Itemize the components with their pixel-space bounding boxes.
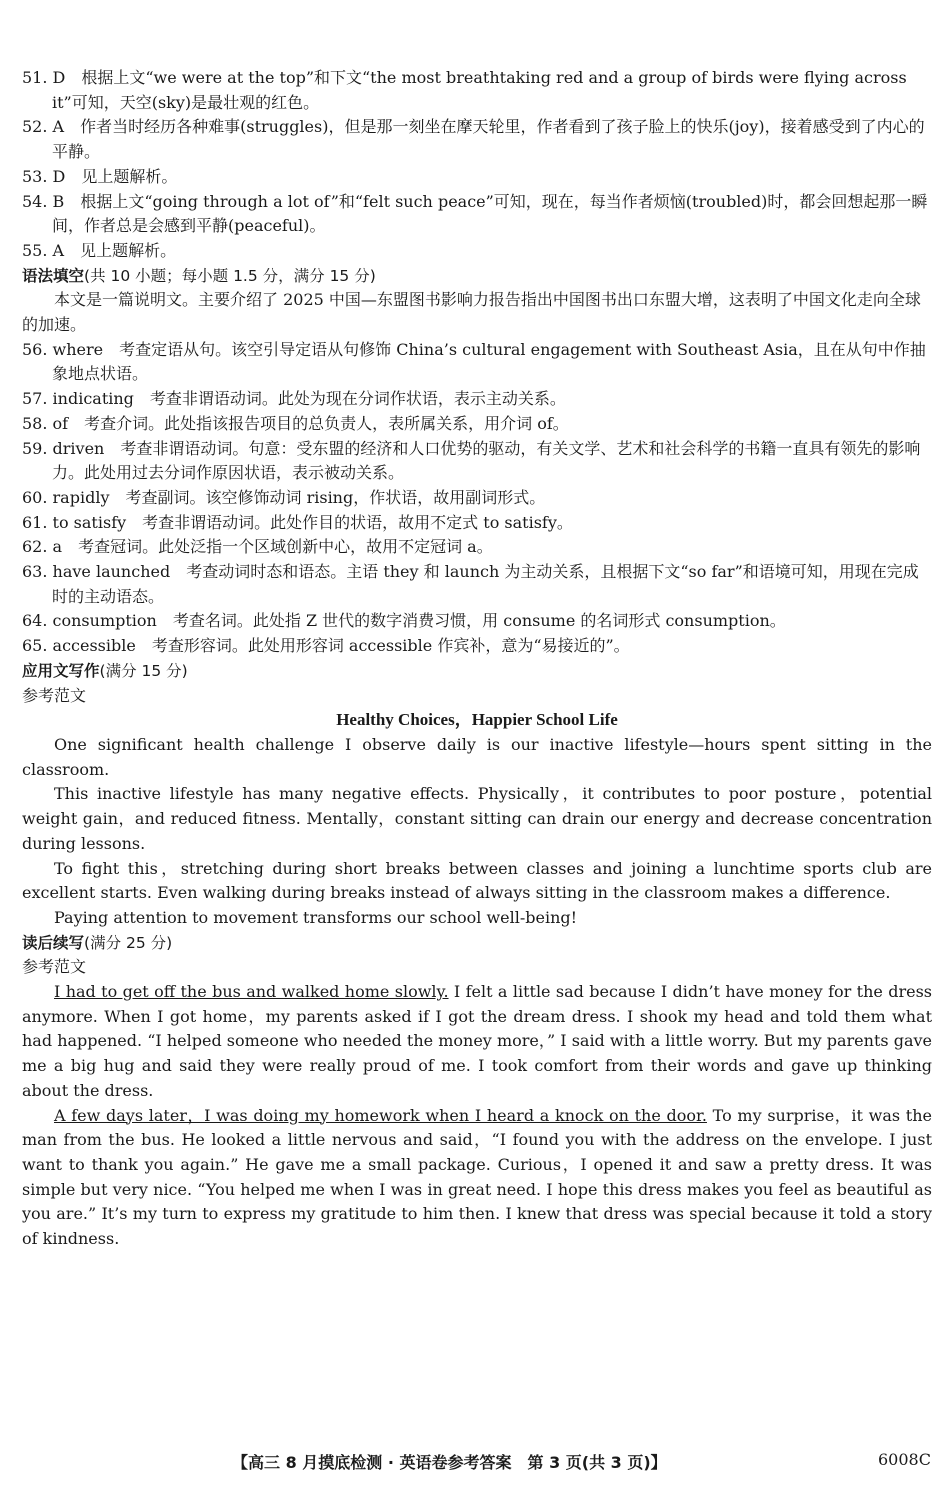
writing-section-heading: 应用文写作(满分 15 分) [22,661,188,680]
essay-paragraph: To fight this，stretching during short breaks between classes and joining a lunchtime sports club are excellent starts. Even walking during breaks instead of always sitting in the classroom makes a difference. [22,858,932,903]
answer-item: 63. have launched 考查动词时态和语态。主语 they 和 launch 为主动关系，且根据下文“so far”和语境可知，用现在完成时的主动语态。 [22,562,919,606]
answer-item: 53. D 见上题解析。 [22,166,178,186]
continuation-paragraph: A few days later，I was doing my homework when I heard a knock on the door. To my surprise，it was the man from the bus. He looked a little nervous and said，“I found you with the address on the envelope. I just want to thank you again.” He gave me a small package. Curious，I opened it and saw a pretty dress. It was simple but very nice. “You helped me when I was in great need. I hope this dress makes you feel as beautiful as you are.” It’s my turn to express my gratitude to him then. I knew that dress was special because it told a story of kindness. [22,1105,933,1249]
essay-paragraph: Paying attention to movement transforms our school well-being! [54,907,578,927]
answer-item: 55. A 见上题解析。 [22,240,177,260]
essay-paragraph: This inactive lifestyle has many negative effects. Physically，it contributes to poor posture，potential weight gain，and reduced fitness. Mentally，constant sitting can drain our energy and decrease concentration during lessons. [22,784,932,853]
writing-sample-label: 参考范文 [22,685,87,705]
given-sentence: I had to get off the bus and walked home slowly. [54,982,449,1002]
grammar-section-heading: 语法填空(共 10 小题；每小题 1.5 分，满分 15 分) [22,266,376,285]
grammar-intro: 本文是一篇说明文。主要介绍了 2025 中国—东盟图书影响力报告指出中国图书出口东盟大增，这表明了中国文化走向全球的加速。 [22,290,921,335]
reading-answers [22,66,932,264]
continuation-sample-label: 参考范文 [22,957,87,977]
footer-code: 6008C [878,1450,931,1469]
answer-item: 58. of 考查介词。此处指该报告项目的总负责人，表所属关系，用介词 of。 [22,413,569,433]
given-sentence: A few days later，I was doing my homework when I heard a knock on the door. [54,1105,707,1125]
grammar-answers [22,338,932,659]
continuation-section-heading: 读后续写(满分 25 分) [22,933,173,952]
answer-item: 60. rapidly 考查副词。该空修饰动词 rising，作状语，故用副词形式。 [22,487,546,507]
essay-title: Healthy Choices，Happier School Life [336,710,618,730]
answer-item: 54. B 根据上文“going through a lot of”和“felt such peace”可知，现在，每当作者烦恼(troubled)时，都会回想起那一瞬间，作者总是会感到平静(peaceful)。 [22,191,928,236]
answer-page [22,66,932,1252]
answer-item: 56. where 考查定语从句。该空引导定语从句修饰 China’s cultural engagement with Southeast Asia，且在从句中作抽象地点状语。 [22,339,926,384]
answer-item: 62. a 考查冠词。此处泛指一个区域创新中心，故用不定冠词 a。 [22,537,493,557]
answer-item: 64. consumption 考查名词。此处指 Z 世代的数字消费习惯，用 consume 的名词形式 consumption。 [22,611,786,631]
answer-item: 61. to satisfy 考查非谓语动词。此处作目的状语，故用不定式 to satisfy。 [22,512,573,532]
continuation-paragraph: I had to get off the bus and walked home slowly. I felt a little sad because I didn’t have money for the dress anymore. When I got home，my parents asked if I got the dream dress. I shook my head and told them what had happened. “I helped someone who needed the money more，” I said with a little worry. But my parents gave me a big hug and said they were really proud of me. I took comfort from their words and gave up thinking about the dress. [22,982,933,1100]
answer-item: 52. A 作者当时经历各种难事(struggles)，但是那一刻坐在摩天轮里，作者看到了孩子脸上的快乐(joy)，接着感受到了内心的平静。 [22,117,925,162]
essay-paragraph: One significant health challenge I observe daily is our inactive lifestyle—hours spent sitting in the classroom. [22,734,932,779]
answer-item: 51. D 根据上文“we were at the top”和下文“the most breathtaking red and a group of birds were flying across it”可知，天空(sky)是最壮观的红色。 [22,68,907,112]
footer-title: 【高三 8 月摸底检测 · 英语卷参考答案 第 3 页(共 3 页)】 [232,1453,667,1472]
answer-item: 59. driven 考查非谓语动词。句意：受东盟的经济和人口优势的驱动，有关文学、艺术和社会科学的书籍一直具有领先的影响力。此处用过去分词作原因状语，表示被动关系。 [22,438,921,483]
answer-item: 65. accessible 考查形容词。此处用形容词 accessible 作宾补，意为“易接近的”。 [22,636,630,656]
answer-item: 57. indicating 考查非谓语动词。此处为现在分词作状语，表示主动关系。 [22,389,566,409]
